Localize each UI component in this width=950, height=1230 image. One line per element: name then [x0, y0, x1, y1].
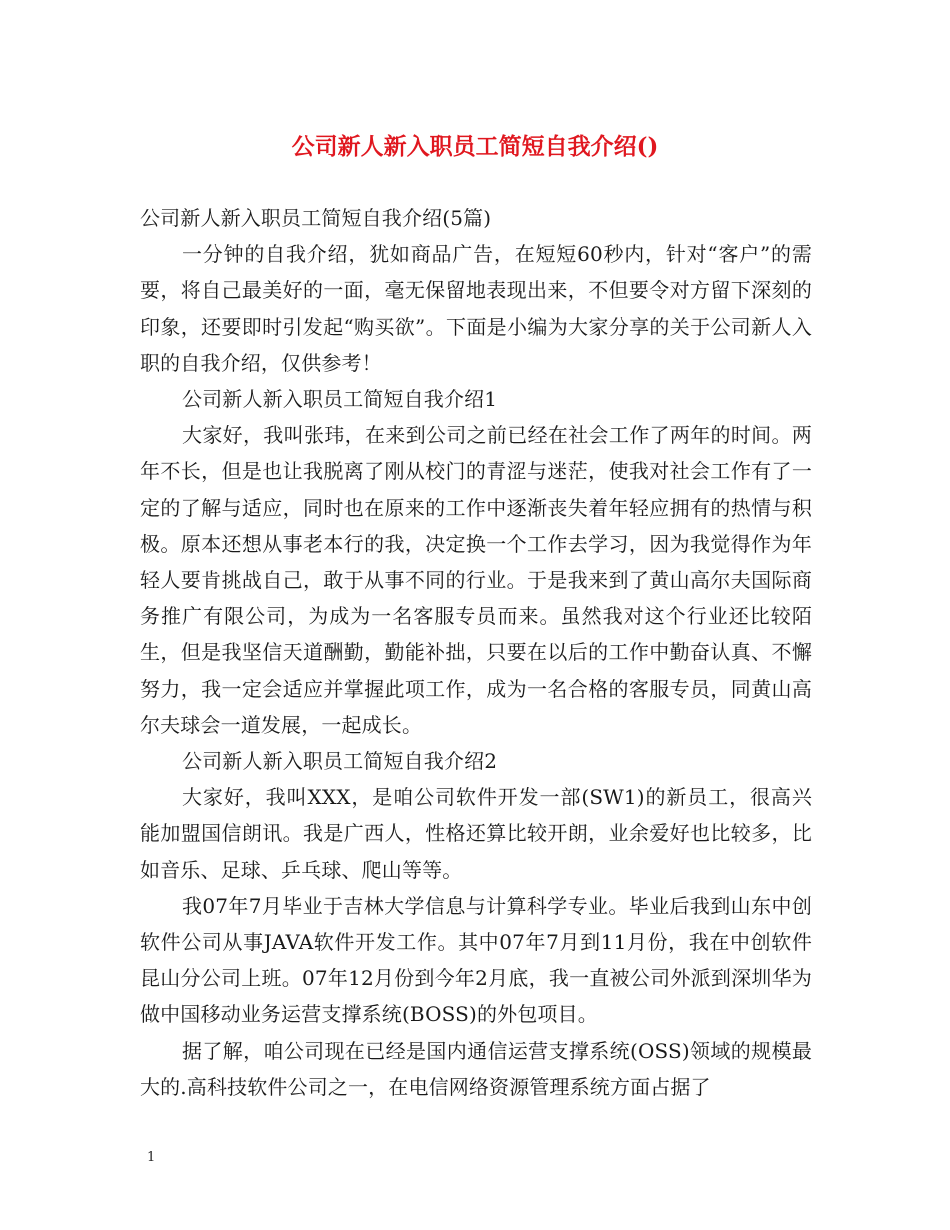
document-body	[140, 200, 812, 1105]
page-number: 1	[147, 1150, 156, 1165]
section-2-paragraph-3: 据了解，咱公司现在已经是国内通信运营支撑系统(OSS)领域的规模最大的.高科技软件公司之一，在电信网络资源管理系统方面占据了	[140, 1038, 812, 1099]
document-subtitle: 公司新人新入职员工简短自我介绍(5篇)	[140, 206, 492, 230]
intro-paragraph: 一分钟的自我介绍，犹如商品广告，在短短60秒内，针对“客户”的需要，将自己最美好的一面，毫无保留地表现出来，不但要令对方留下深刻的印象，还要即时引发起“购买欲”。下面是小编为大家分享的关于公司新人入职的自我介绍，仅供参考！	[140, 242, 812, 375]
section-1-paragraph: 大家好，我叫张玮，在来到公司之前已经在社会工作了两年的时间。两年不长，但是也让我脱离了刚从校门的青涩与迷茫，使我对社会工作有了一定的了解与适应，同时也在原来的工作中逐渐丧失着年轻应拥有的热情与积极。原本还想从事老本行的我，决定换一个工作去学习，因为我觉得作为年轻人要肯挑战自己，敢于从事不同的行业。于是我来到了黄山高尔夫国际商务推广有限公司，为成为一名客服专员而来。虽然我对这个行业还比较陌生，但是我坚信天道酬勤，勤能补拙，只要在以后的工作中勤奋认真、不懈努力，我一定会适应并掌握此项工作，成为一名合格的客服专员，同黄山高尔夫球会一道发展，一起成长。	[140, 423, 812, 737]
section-2-paragraph-1: 大家好，我叫XXX，是咱公司软件开发一部(SW1)的新员工，很高兴能加盟国信朗讯。我是广西人，性格还算比较开朗，业余爱好也比较多，比如音乐、足球、乒乓球、爬山等等。	[140, 785, 812, 882]
section-heading-2: 公司新人新入职员工简短自我介绍2	[182, 749, 498, 774]
section-2-paragraph-2: 我07年7月毕业于吉林大学信息与计算科学专业。毕业后我到山东中创软件公司从事JAVA软件开发工作。其中07年7月到11月份，我在中创软件昆山分公司上班。07年12月份到今年2月底，我一直被公司外派到深圳华为做中国移动业务运营支撑系统(BOSS)的外包项目。	[140, 893, 812, 1027]
section-heading-1: 公司新人新入职员工简短自我介绍1	[182, 387, 498, 412]
document-title: 公司新人新入职员工简短自我介绍()	[291, 133, 659, 160]
